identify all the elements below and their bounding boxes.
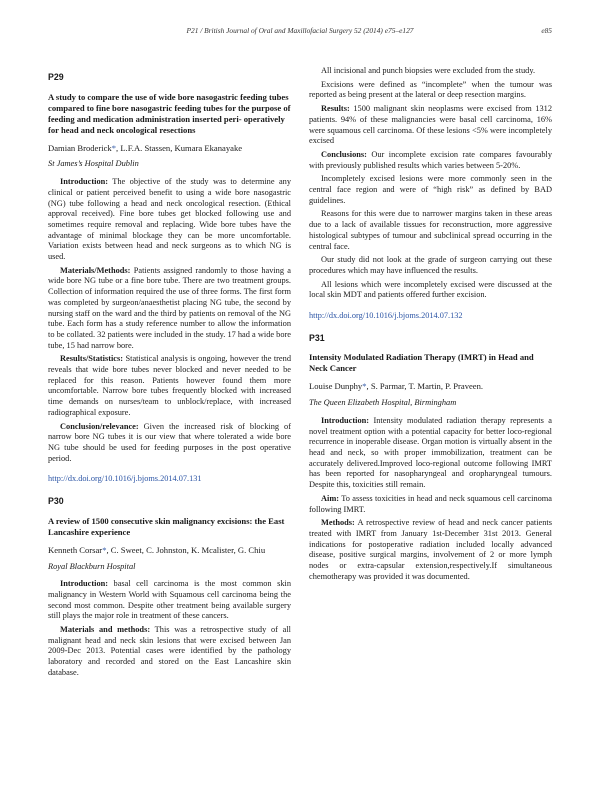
section-text: This was a retrospective study of all malignant head and neck skin lesions that were excised between Jan 2009-Dec 2013. Potential cases were identified by the pathology laboratory and recorded and stored on the East Lancashire skin database. <box>48 625 291 677</box>
section-label: Conclusions: <box>321 149 367 159</box>
right-column <box>309 66 552 585</box>
doi-link-p29[interactable]: http://dx.doi.org/10.1016/j.bjoms.2014.07.131 <box>48 474 202 484</box>
abstract-number-p31: P31 <box>309 332 325 343</box>
lead-author: Kenneth Corsar <box>48 544 103 555</box>
abstract-number-p29: P29 <box>48 72 64 82</box>
methods-p29 <box>48 266 291 352</box>
section-label: Methods: <box>321 518 355 528</box>
results-p29 <box>48 354 291 418</box>
section-label: Materials and methods: <box>60 625 151 635</box>
incomplete-definition-paragraph: Excisions were defined as “incomplete” when the tumour was reported as being present at the lateral or deep resection margins. <box>309 79 552 100</box>
introduction-p29 <box>48 177 291 263</box>
methods-p31 <box>309 518 552 582</box>
authors-p29 <box>48 143 291 154</box>
mdt-paragraph: All lesions which were incompletely excised were discussed at the local skin MDT and patients offered further excision. <box>309 279 552 300</box>
section-text: Our incomplete excision rate compares favourably with previously published results which varies between 5-20%. <box>309 149 552 170</box>
affiliation-p29: St James’s Hospital Dublin <box>48 159 139 169</box>
journal-citation: P21 / British Journal of Oral and Maxillofacial Surgery 52 (2014) e75–e127 <box>186 26 414 35</box>
affiliation-p31: The Queen Elizabeth Hospital, Birmingham <box>309 398 457 408</box>
section-label: Materials/Methods: <box>60 265 131 275</box>
introduction-p30 <box>48 579 291 622</box>
affiliation-p30: Royal Blackburn Hospital <box>48 561 136 571</box>
section-text: Statistical analysis is ongoing, however the trend reveals that wide bore tubes never blocked and never needed to be replaced for this reason. Patients however found them more uncomfortable. Narrow bore tubes frequently blocked with increased time demands on nurses/team to unblock/replace, with increased radiographical exposure. <box>48 354 291 417</box>
page-number: e85 <box>541 26 552 35</box>
left-column <box>48 72 291 682</box>
lead-author: Louise Dunphy <box>309 381 363 392</box>
co-authors: , C. Sweet, C. Johnston, K. Mcalister, G. Chiu <box>106 544 266 555</box>
section-label: Introduction: <box>321 415 370 425</box>
section-label: Results/Statistics: <box>60 354 124 364</box>
authors-p30 <box>48 545 291 556</box>
conclusions-p30 <box>309 150 552 171</box>
section-text: 1500 malignant skin neoplasms were excised from 1312 patients. 94% of these malignancies were basal cell carcinoma, 16% were squamous cell carcinoma. Of these lesions <5% were incompletely excised <box>309 104 552 146</box>
section-label: Conclusion/relevance: <box>60 421 139 431</box>
section-label: Results: <box>321 104 350 114</box>
abstract-title-p30: A review of 1500 consecutive skin malignancy excisions: the East Lancashire experience <box>48 515 285 537</box>
aim-p31 <box>309 494 552 515</box>
conclusion-p29 <box>48 422 291 465</box>
section-text: To assess toxicities in head and neck squamous cell carcinoma following IMRT. <box>309 493 552 514</box>
running-head <box>48 26 552 38</box>
section-text: Given the increased risk of blocking of narrow bore NG tubes it is our view that where tolerated a wide bore NG tube should be used for feeding purposes in the post operative period. <box>48 421 291 463</box>
corresponding-author-mark[interactable]: * <box>362 381 367 392</box>
section-label: Introduction: <box>60 579 109 589</box>
results-p30 <box>309 104 552 147</box>
surgeon-grade-paragraph: Our study did not look at the grade of surgeon carrying out these procedures which may have influenced the results. <box>309 255 552 275</box>
co-authors: , S. Parmar, T. Martin, P. Praveen. <box>366 381 484 392</box>
reasons-paragraph: Reasons for this were due to narrower margins taken in these areas due to a lack of available tissues for reconstruction, more aggressive histological subtypes of tumour and subclinical spread occurring in the central face. <box>309 209 552 251</box>
section-text: The objective of the study was to determine any clinical or patient perceived benefit to using a wide bore nasogastric (NG) tube following a head and neck oncological resection. (Ethical approval received). Fine bore tubes get blocked following use and sometimes require removal and replacing. Wide bore tubes have the advantage of minimal blockage they can be more uncomfortable. Variation exists between head and neck surgeons as to which NG is used. <box>48 177 291 262</box>
section-label: Introduction: <box>60 177 109 187</box>
abstract-title-p29: A study to compare the use of wide bore nasogastric feeding tubes compared to fine bore nasogastric feeding tubes for the purpose of feeding and medication administration inserted peri- operatively for head and neck oncological resections <box>48 91 291 135</box>
abstract-title-p31: Intensity Modulated Radiation Therapy (IMRT) in Head and Neck Cancer <box>309 352 534 374</box>
section-text: basal cell carcinoma is the most common skin malignancy in Western World with Squamous cell carcinoma being the second most common. Despite other treatment being available surgery still plays the major role in treatment of these cancers. <box>48 579 291 621</box>
section-text: Intensity modulated radiation therapy represents a novel treatment option with a potential capacity for better loco-regional recurrence in inoperable disease. Organ motion is virtually absent in the head and neck, so with proper immobilization, treatment can be accurately delivered.Improved loco-regional outcome following IMRT has been reported for nasopharyngeal and oropharyngeal tumours. Despite this, toxicities still remain. <box>309 415 552 490</box>
central-face-paragraph: Incompletely excised lesions were more commonly seen in the central face region and were of “high risk” as defined by BAD guidelines. <box>309 174 552 205</box>
doi-link-p30[interactable]: http://dx.doi.org/10.1016/j.bjoms.2014.07.132 <box>309 311 463 321</box>
corresponding-author-mark[interactable]: * <box>102 544 107 555</box>
section-label: Aim: <box>321 493 340 503</box>
corresponding-author-mark[interactable]: * <box>111 142 117 153</box>
abstract-number-p30: P30 <box>48 496 64 507</box>
section-text: Patients assigned randomly to those having a wide bore NG tube or a fine bore tube. There are two treatment groups. Collection of information required the use of three forms. The first form was completed by surgeon/anaesthetist placing NG tube, the second by nursing staff on the ward and the third by patients on removal of the NG tube. Each form has a study reference number to allow the information to be collated. 32 patients were included in the study. 17 had a wide bore tube, 15 had narrow bore. <box>48 265 291 350</box>
authors-p31 <box>309 381 552 392</box>
section-text: A retrospective review of head and neck cancer patients treated with IMRT from January 1st-December 31st 2013. General indications for postoperative radiation included locally advanced disease, positive surgical margins, involvement of 2 or more lymph nodes or extra-capsular extension,respectively.If simultaneous chemotherapy was provided it was documented. <box>309 518 552 581</box>
methods-p30-start <box>48 625 291 679</box>
co-authors: , L.F.A. Stassen, Kumara Ekanayake <box>116 142 243 153</box>
biopsies-paragraph: All incisional and punch biopsies were excluded from the study. <box>321 66 536 75</box>
introduction-p31 <box>309 416 552 491</box>
lead-author: Damian Broderick <box>48 142 112 153</box>
